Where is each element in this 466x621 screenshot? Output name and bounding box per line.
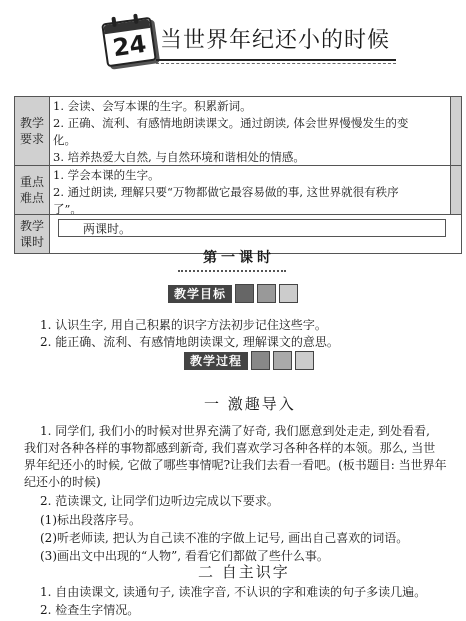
table-line: 1. 学会本课的生字。 [53,168,160,182]
body-line: (3)画出文中出现的“人物”, 看看它们都做了些什么事。 [40,549,329,563]
row-content-key-points [50,166,449,218]
calendar-icon [104,12,154,62]
table-line: 1. 会读、会写本课的生字。积累新词。 [53,99,252,113]
body-line: (2)听老师读, 把认为自己读不准的字做上记号, 画出自己喜欢的词语。 [40,531,409,545]
section-heading-literacy: 二 自主识字 [198,563,290,581]
section-heading-intro: 一 激趣导入 [204,395,296,413]
goals-tag: 教学目标 [168,285,232,303]
tag-square [235,284,254,303]
lesson-number: 24 [111,29,149,63]
table-line: 3. 培养热爱大自然, 与自然环境和谐相处的情感。 [53,150,305,164]
table-line: 化。 [53,133,76,147]
goals-tag-group [168,284,298,303]
lesson-heading: 第一课时 [203,250,275,266]
title-underline [156,59,396,61]
row-label-key-points: 重点难点 [15,166,50,214]
body-line: 2. 检查生字情况。 [40,603,140,617]
process-tag-group [184,351,314,370]
body-line: 1. 同学们, 我们小的时候对世界充满了好奇, 我们愿意到处走走, 到处看看, [40,424,430,438]
page-title: 当世界年纪还小的时候 [160,28,391,53]
table-line: 2. 通过朗读, 理解只要“万物都做它最容易做的事, 这世界就很有秩序 [53,185,399,199]
table-line: 了”。 [53,202,82,216]
tag-square [295,351,314,370]
row-content-periods [15,215,461,253]
body-line: 2. 范读课文, 让同学们边听边完成以下要求。 [40,494,279,508]
requirements-table [14,96,462,254]
body-line: 界年纪还小的时候, 它做了哪些事情呢?让我们去看一看吧。(板书题目: 当世界年 [24,458,447,472]
goal-line: 2. 能正确、流利、有感情地朗读课文, 理解课文的意思。 [40,335,339,349]
row-label-requirements: 教学要求 [15,97,50,165]
process-tag: 教学过程 [184,352,248,370]
tag-square [273,351,292,370]
table-side-fill [450,166,461,214]
row-label-periods: 教学课时 [15,215,50,253]
body-line: 我们对各种各样的事物都感到新奇, 我们喜欢学习各种各样的本领。那么, 当世 [24,441,436,455]
table-side-fill [450,97,461,165]
lesson-heading-dots [178,270,286,272]
body-line: (1)标出段落序号。 [40,513,141,527]
periods-box: 两课时。 [58,219,446,237]
body-line: 1. 自由读课文, 读通句子, 读准字音, 不认识的字和难读的句子多读几遍。 [40,585,427,599]
row-content-requirements [50,97,449,166]
goal-line: 1. 认识生字, 用自己积累的识字方法初步记住这些字。 [40,318,327,332]
body-line: 纪还小的时候) [24,475,101,489]
tag-square [251,351,270,370]
table-line: 2. 正确、流利、有感情地朗读课文。通过朗读, 体会世界慢慢发生的变 [53,116,409,130]
tag-square [257,284,276,303]
tag-square [279,284,298,303]
title-underline-dashed [156,63,396,64]
